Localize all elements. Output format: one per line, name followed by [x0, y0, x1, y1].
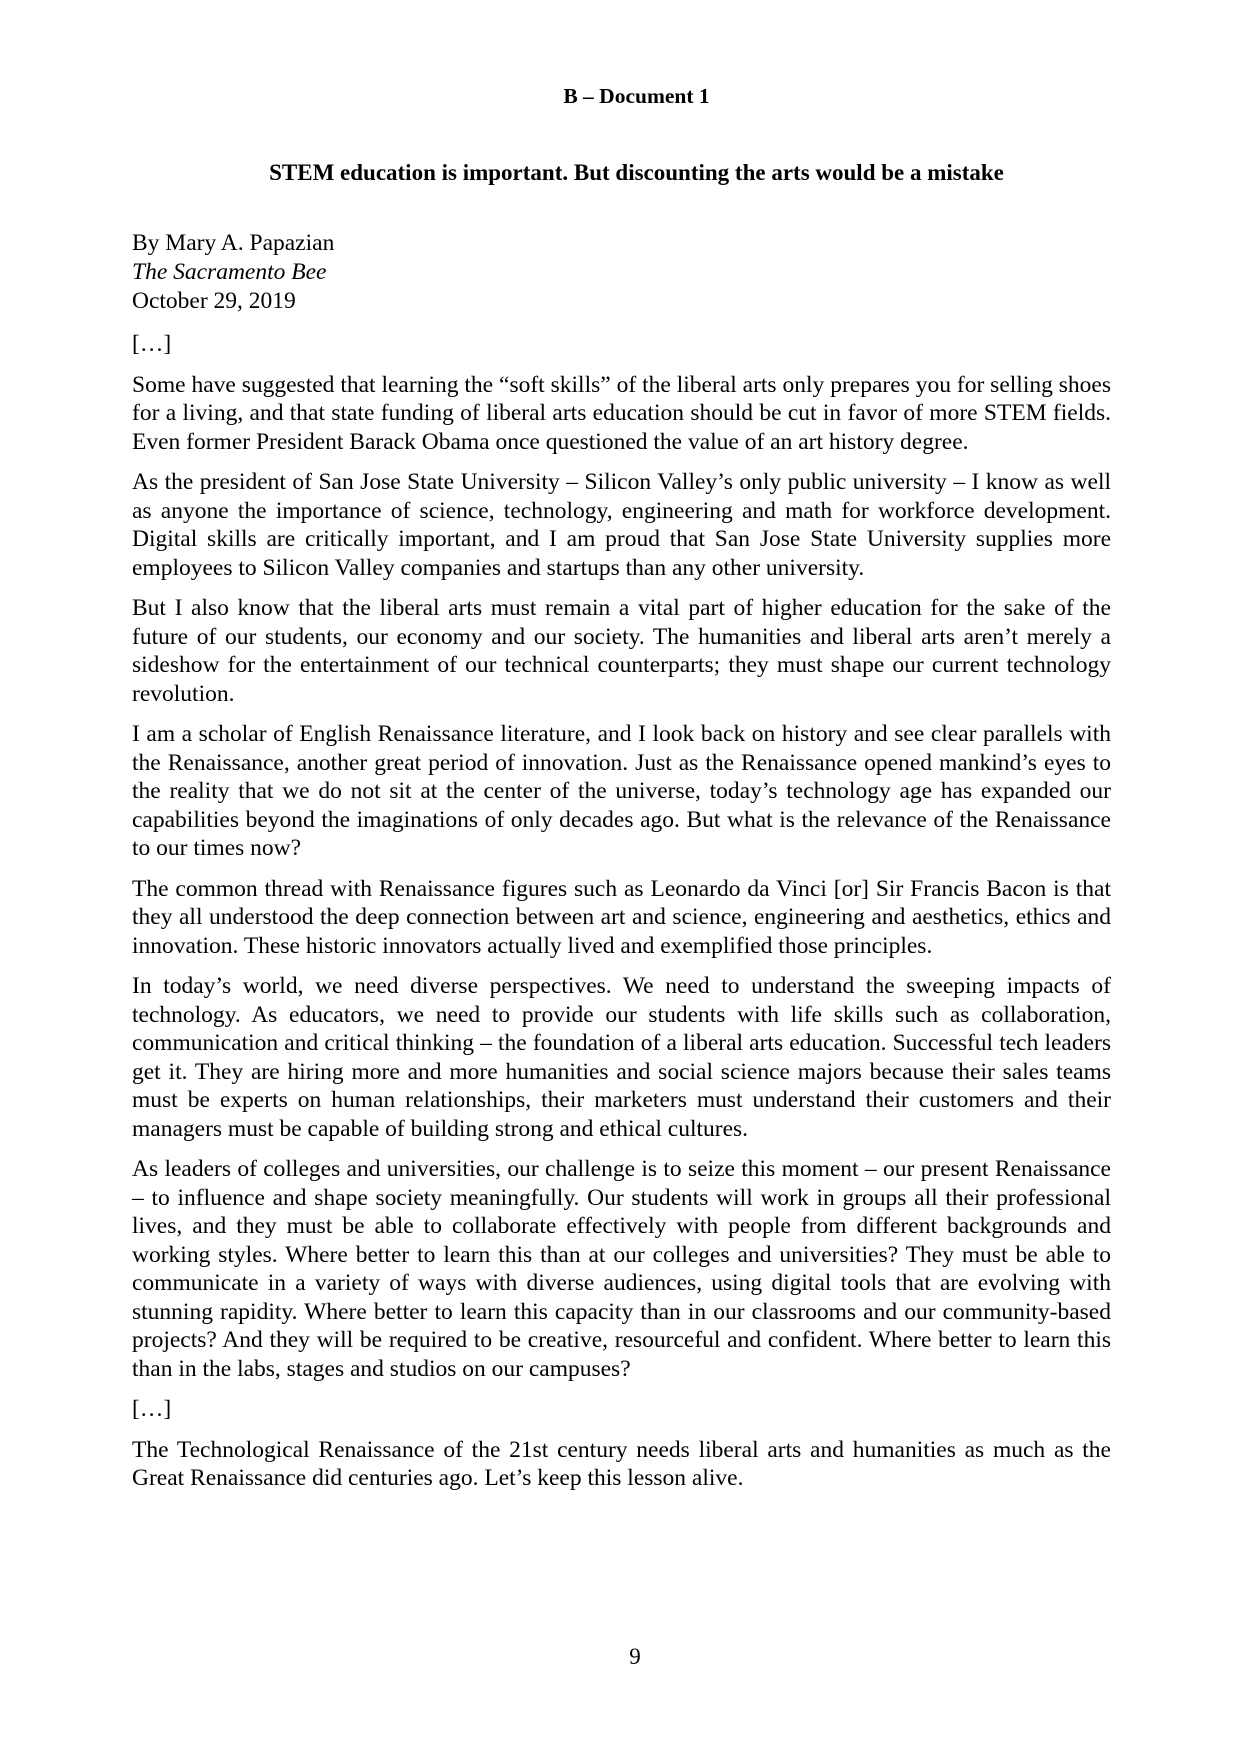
omission-marker: […] — [132, 331, 172, 357]
document-label: B – Document 1 — [563, 84, 710, 108]
byline — [132, 229, 1111, 316]
paragraph-3: But I also know that the liberal arts must remain a vital part of higher education for the sake of the future of our students, our economy and our society. The humanities and liberal arts aren’t merely a sideshow for the entertainment of our technical counterparts; they must shape our current technology revolution. — [132, 595, 1111, 707]
page-number: 9 — [629, 1644, 641, 1669]
paragraph-1: Some have suggested that learning the “soft skills” of the liberal arts only prepares you for selling shoes for a living, and that state funding of liberal arts education should be cut in favor of more STEM fields. Even former President Barack Obama once questioned the value of an art history degree. — [132, 371, 1111, 455]
paragraph-8: The Technological Renaissance of the 21st century needs liberal arts and humanities as much as the Great Renaissance did centuries ago. Let’s keep this lesson alive. — [132, 1436, 1111, 1491]
article-title: STEM education is important. But discounting the arts would be a mistake — [269, 159, 1004, 185]
paragraph-7: As leaders of colleges and universities, our challenge is to seize this moment – our present Renaissance – to influence and shape society meaningfully. Our students will work in groups all their professional lives, and they must be able to collaborate effectively with people from different backgrounds and working styles. Where better to learn this than at our colleges and universities? They must be able to communicate in a variety of ways with diverse audiences, using digital tools that are evolving with stunning rapidity. Where better to learn this capacity than in our classrooms and our community-based projects? And they will be required to be creative, resourceful and confident. Where better to learn this than in the labs, stages and studios on our campuses? — [132, 1156, 1111, 1382]
publication-date: October 29, 2019 — [132, 288, 296, 314]
paragraph-2: As the president of San Jose State University – Silicon Valley’s only public university – I know as well as anyone the importance of science, technology, engineering and math for workforce development. Digital skills are critically important, and I am proud that San Jose State University supplies more employees to Silicon Valley companies and startups than any other university. — [132, 469, 1111, 581]
author: By Mary A. Papazian — [132, 230, 335, 256]
document-page — [132, 82, 1111, 1505]
paragraph-4: I am a scholar of English Renaissance literature, and I look back on history and see clear parallels with the Renaissance, another great period of innovation. Just as the Renaissance opened mankind’s eyes to the reality that we do not sit at the center of the universe, today’s technology age has expanded our capabilities beyond the imaginations of only decades ago. But what is the relevance of the Renaissance to our times now? — [132, 721, 1111, 861]
paragraph-5: The common thread with Renaissance figures such as Leonardo da Vinci [or] Sir Francis Bacon is that they all understood the deep connection between art and science, engineering and aesthetics, ethics and innovation. These historic innovators actually lived and exemplified those principles. — [132, 875, 1111, 959]
omission-marker: […] — [132, 1396, 172, 1422]
paragraph-6: In today’s world, we need diverse perspectives. We need to understand the sweeping impacts of technology. As educators, we need to provide our students with life skills such as collaboration, communication and critical thinking – the foundation of a liberal arts education. Successful tech leaders get it. They are hiring more and more humanities and social science majors because their sales teams must be experts on human relationships, their marketers must understand their customers and their managers must be capable of building strong and ethical cultures. — [132, 973, 1111, 1142]
publication-source: The Sacramento Bee — [132, 259, 327, 285]
